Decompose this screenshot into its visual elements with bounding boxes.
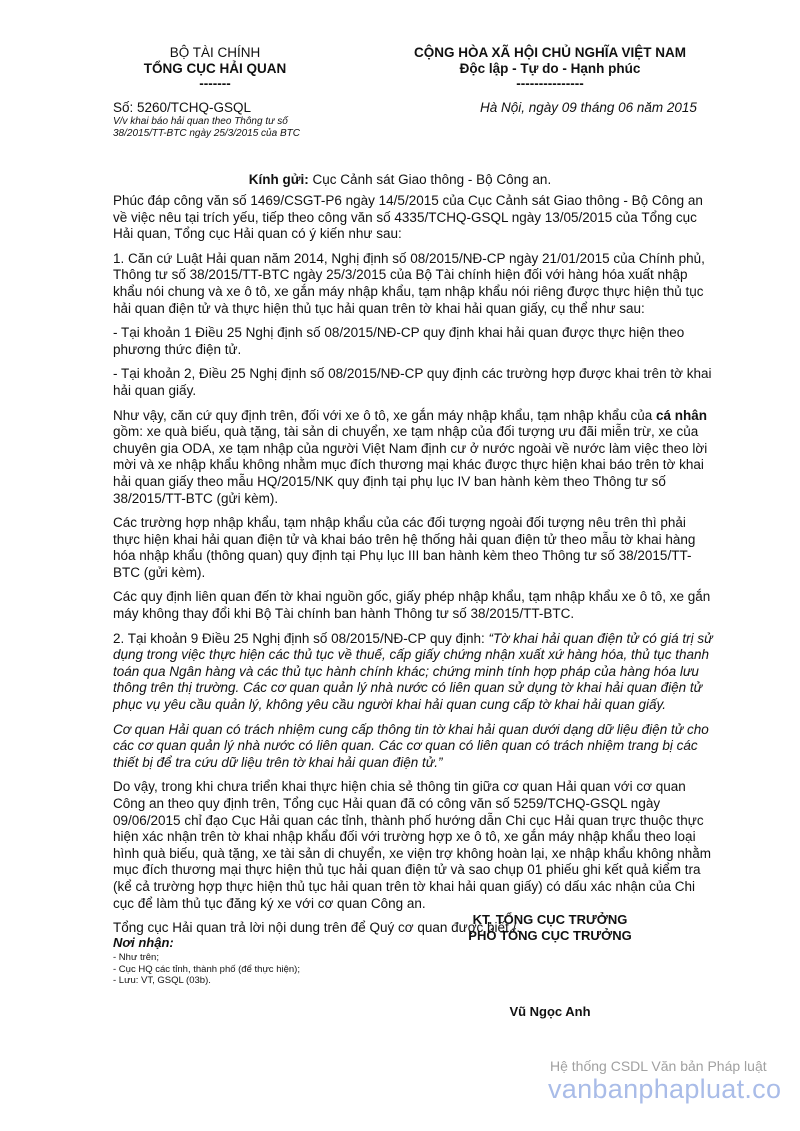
issuing-agency-block (120, 45, 310, 91)
text-run: gồm: xe quà biếu, quà tặng, tài sản di chuyển, xe tạm nhập của đối tượng ưu đãi miễn trừ, xe của chuyên gia ODA, xe tạm nhập của người Việt Nam định cư ở nước ngoài về nước làm việc theo lời mời và xe nhập khẩu không nhằm mục đích thương mại khác được thực hiện khai báo trên tờ khai hải quan giấy theo mẫu HQ/2015/NK quy định tại phụ lục IV ban hành kèm theo Thông tư số 38/2015/TT-BTC (gửi kèm). (113, 424, 708, 506)
text-run: 2. Tại khoản 9 Điều 25 Nghị định số 08/2015/NĐ-CP quy định: (113, 630, 489, 646)
national-header-block (385, 45, 715, 91)
motto-separator: --------------- (516, 76, 584, 91)
greeting-label: Kính gửi: (248, 172, 309, 187)
signer-name: Vũ Ngọc Anh (509, 1004, 591, 1019)
paragraph-section-2 (113, 631, 713, 714)
watermark-site: vanbanphapluat.co (548, 1074, 782, 1104)
agency-name: TỔNG CỤC HẢI QUAN (143, 61, 287, 76)
watermark-caption: Hệ thống CSDL Văn bản Pháp luật (550, 1058, 767, 1074)
place-and-date: Hà Nội, ngày 09 tháng 06 năm 2015 (480, 100, 697, 115)
subject-line-1: V/v khai báo hải quan theo Thông tư số (113, 116, 288, 127)
document-body (113, 193, 713, 945)
paragraph-quote-continued: Cơ quan Hải quan có trách nhiệm cung cấp thông tin tờ khai hải quan dưới dạng dữ liệu điện tử cho các cơ quan quản lý nhà nước có liên quan. Các cơ quan có liên quan có trách nhiệm trang bị các thiết bị để tra cứu dữ liệu trên tờ khai hải quan điện tử.” (113, 721, 709, 770)
recipient-item: - Cục HQ các tỉnh, thành phố (để thực hiện); (113, 963, 300, 975)
recipient-item: - Lưu: VT, GSQL (03b). (113, 975, 211, 986)
greeting (0, 172, 800, 187)
paragraph-regulations: Các quy định liên quan đến tờ khai nguồn gốc, giấy phép nhập khẩu, tạm nhập khẩu xe ô tô, xe gắn máy không thay đổi khi Bộ Tài chính ban hành Thông tư số 38/2015/TT-BTC. (113, 589, 711, 622)
paragraph-clause-2: - Tại khoản 2, Điều 25 Nghị định số 08/2015/NĐ-CP quy định các trường hợp được khai trên tờ khai hải quan giấy. (113, 366, 712, 398)
paragraph-closing: Tổng cục Hải quan trả lời nội dung trên để Quý cơ quan được biết./. (113, 920, 521, 936)
nation-name: CỘNG HÒA XÃ HỘI CHỦ NGHĨA VIỆT NAM (413, 45, 686, 60)
quoted-regulation: “Tờ khai hải quan điện tử có giá trị sử dụng trong việc thực hiện các thủ tục về thuế, cấp giấy chứng nhận xuất xứ hàng hóa, thủ tục thanh toán qua Ngân hàng và các thủ tục hành chính khác; chứng minh tính hợp pháp của hàng hóa lưu thông trên thị trường. Các cơ quan quản lý nhà nước có liên quan sử dụng tờ khai hải quan điện tử phục vụ yêu cầu quản lý, không yêu cầu người khai hải quan cung cấp tờ khai hải quan giấy. (113, 630, 713, 713)
subject-line-2: 38/2015/TT-BTC ngày 25/3/2015 của BTC (113, 128, 300, 139)
paragraph-intro: Phúc đáp công văn số 1469/CSGT-P6 ngày 14/5/2015 của Cục Cảnh sát Giao thông - Bộ Công an về việc nêu tại trích yếu, tiếp theo công văn số 4335/TCHQ-GSQL ngày 13/05/2015 của Tổng cục Hải quan, Tổng cục Hải quan có ý kiến như sau: (113, 193, 703, 242)
document-number: Số: 5260/TCHQ-GSQL (113, 100, 252, 115)
text-run: Như vậy, căn cứ quy định trên, đối với xe ô tô, xe gắn máy nhập khẩu, tạm nhập khẩu của (113, 407, 656, 423)
paragraph-clause-1: - Tại khoản 1 Điều 25 Nghị định số 08/2015/NĐ-CP quy định khai hải quan được thực hiện theo phương thức điện tử. (113, 325, 685, 357)
greeting-recipient: Cục Cảnh sát Giao thông - Bộ Công an. (308, 172, 552, 187)
signature-title-line-1: KT. TỔNG CỤC TRƯỞNG (472, 912, 628, 927)
agency-separator: ------- (199, 76, 231, 91)
document-subject (113, 116, 373, 140)
paragraph-section-1: 1. Căn cứ Luật Hải quan năm 2014, Nghị định số 08/2015/NĐ-CP ngày 21/01/2015 của Chính phủ, Thông tư số 38/2015/TT-BTC ngày 25/3/2015 của Bộ Tài chính hiện đối với hàng hóa xuất nhập khẩu nói chung và xe ô tô, xe gắn máy nhập khẩu, tạm nhập khẩu nói riêng được thực hiện thủ tục hải quan điện tử và thực hiện thủ tục hải quan trên tờ khai hải quan giấy, cụ thể như sau: (113, 250, 705, 316)
recipient-item: - Như trên; (113, 952, 159, 963)
paragraph-other-cases: Các trường hợp nhập khẩu, tạm nhập khẩu của các đối tượng ngoài đối tượng nêu trên thì phải thực hiện khai hải quan điện tử và khai báo trên hệ thống hải quan điện tử theo mẫu tờ khai hàng hóa nhập khẩu (thông quan) quy định tại Phụ lục III ban hành kèm theo Thông tư số 38/2015/TT-BTC (gửi kèm). (113, 515, 696, 580)
emphasis-individuals: cá nhân (656, 407, 708, 423)
paragraph-individuals (113, 408, 713, 508)
parent-agency: BỘ TÀI CHÍNH (169, 45, 261, 60)
signature-title-line-2: PHÓ TỔNG CỤC TRƯỞNG (468, 928, 632, 943)
paragraph-conclusion: Do vậy, trong khi chưa triển khai thực hiện chia sẻ thông tin giữa cơ quan Hải quan với cơ quan Công an theo quy định trên, Tổng cục Hải quan đã có công văn số 5259/TCHQ-GSQL ngày 09/06/2015 chỉ đạo Cục Hải quan các tỉnh, thành phố hướng dẫn Chi cục Hải quan trực thuộc thực hiện xác nhận trên tờ khai nhập khẩu đối với trường hợp xe ô tô, xe gắn máy nhập khẩu theo loại hình quà biếu, quà tặng, xe tài sản di chuyển, xe viện trợ không hoàn lại, xe nhập khẩu không nhằm mục đích thương mại thực hiện thủ tục hải quan điện tử và sao chụp 01 phiếu ghi kết quả kiểm tra (kể cả trường hợp thực hiện thủ tục hải quan trên tờ khai hải quan giấy) có dấu xác nhận của Chi cục để làm thủ tục đăng ký xe với cơ quan Công an. (113, 779, 712, 911)
signature-title (440, 912, 660, 944)
recipients-title: Nơi nhận: (113, 935, 174, 950)
recipients-list (113, 952, 300, 987)
national-motto: Độc lập - Tự do - Hạnh phúc (459, 61, 641, 76)
